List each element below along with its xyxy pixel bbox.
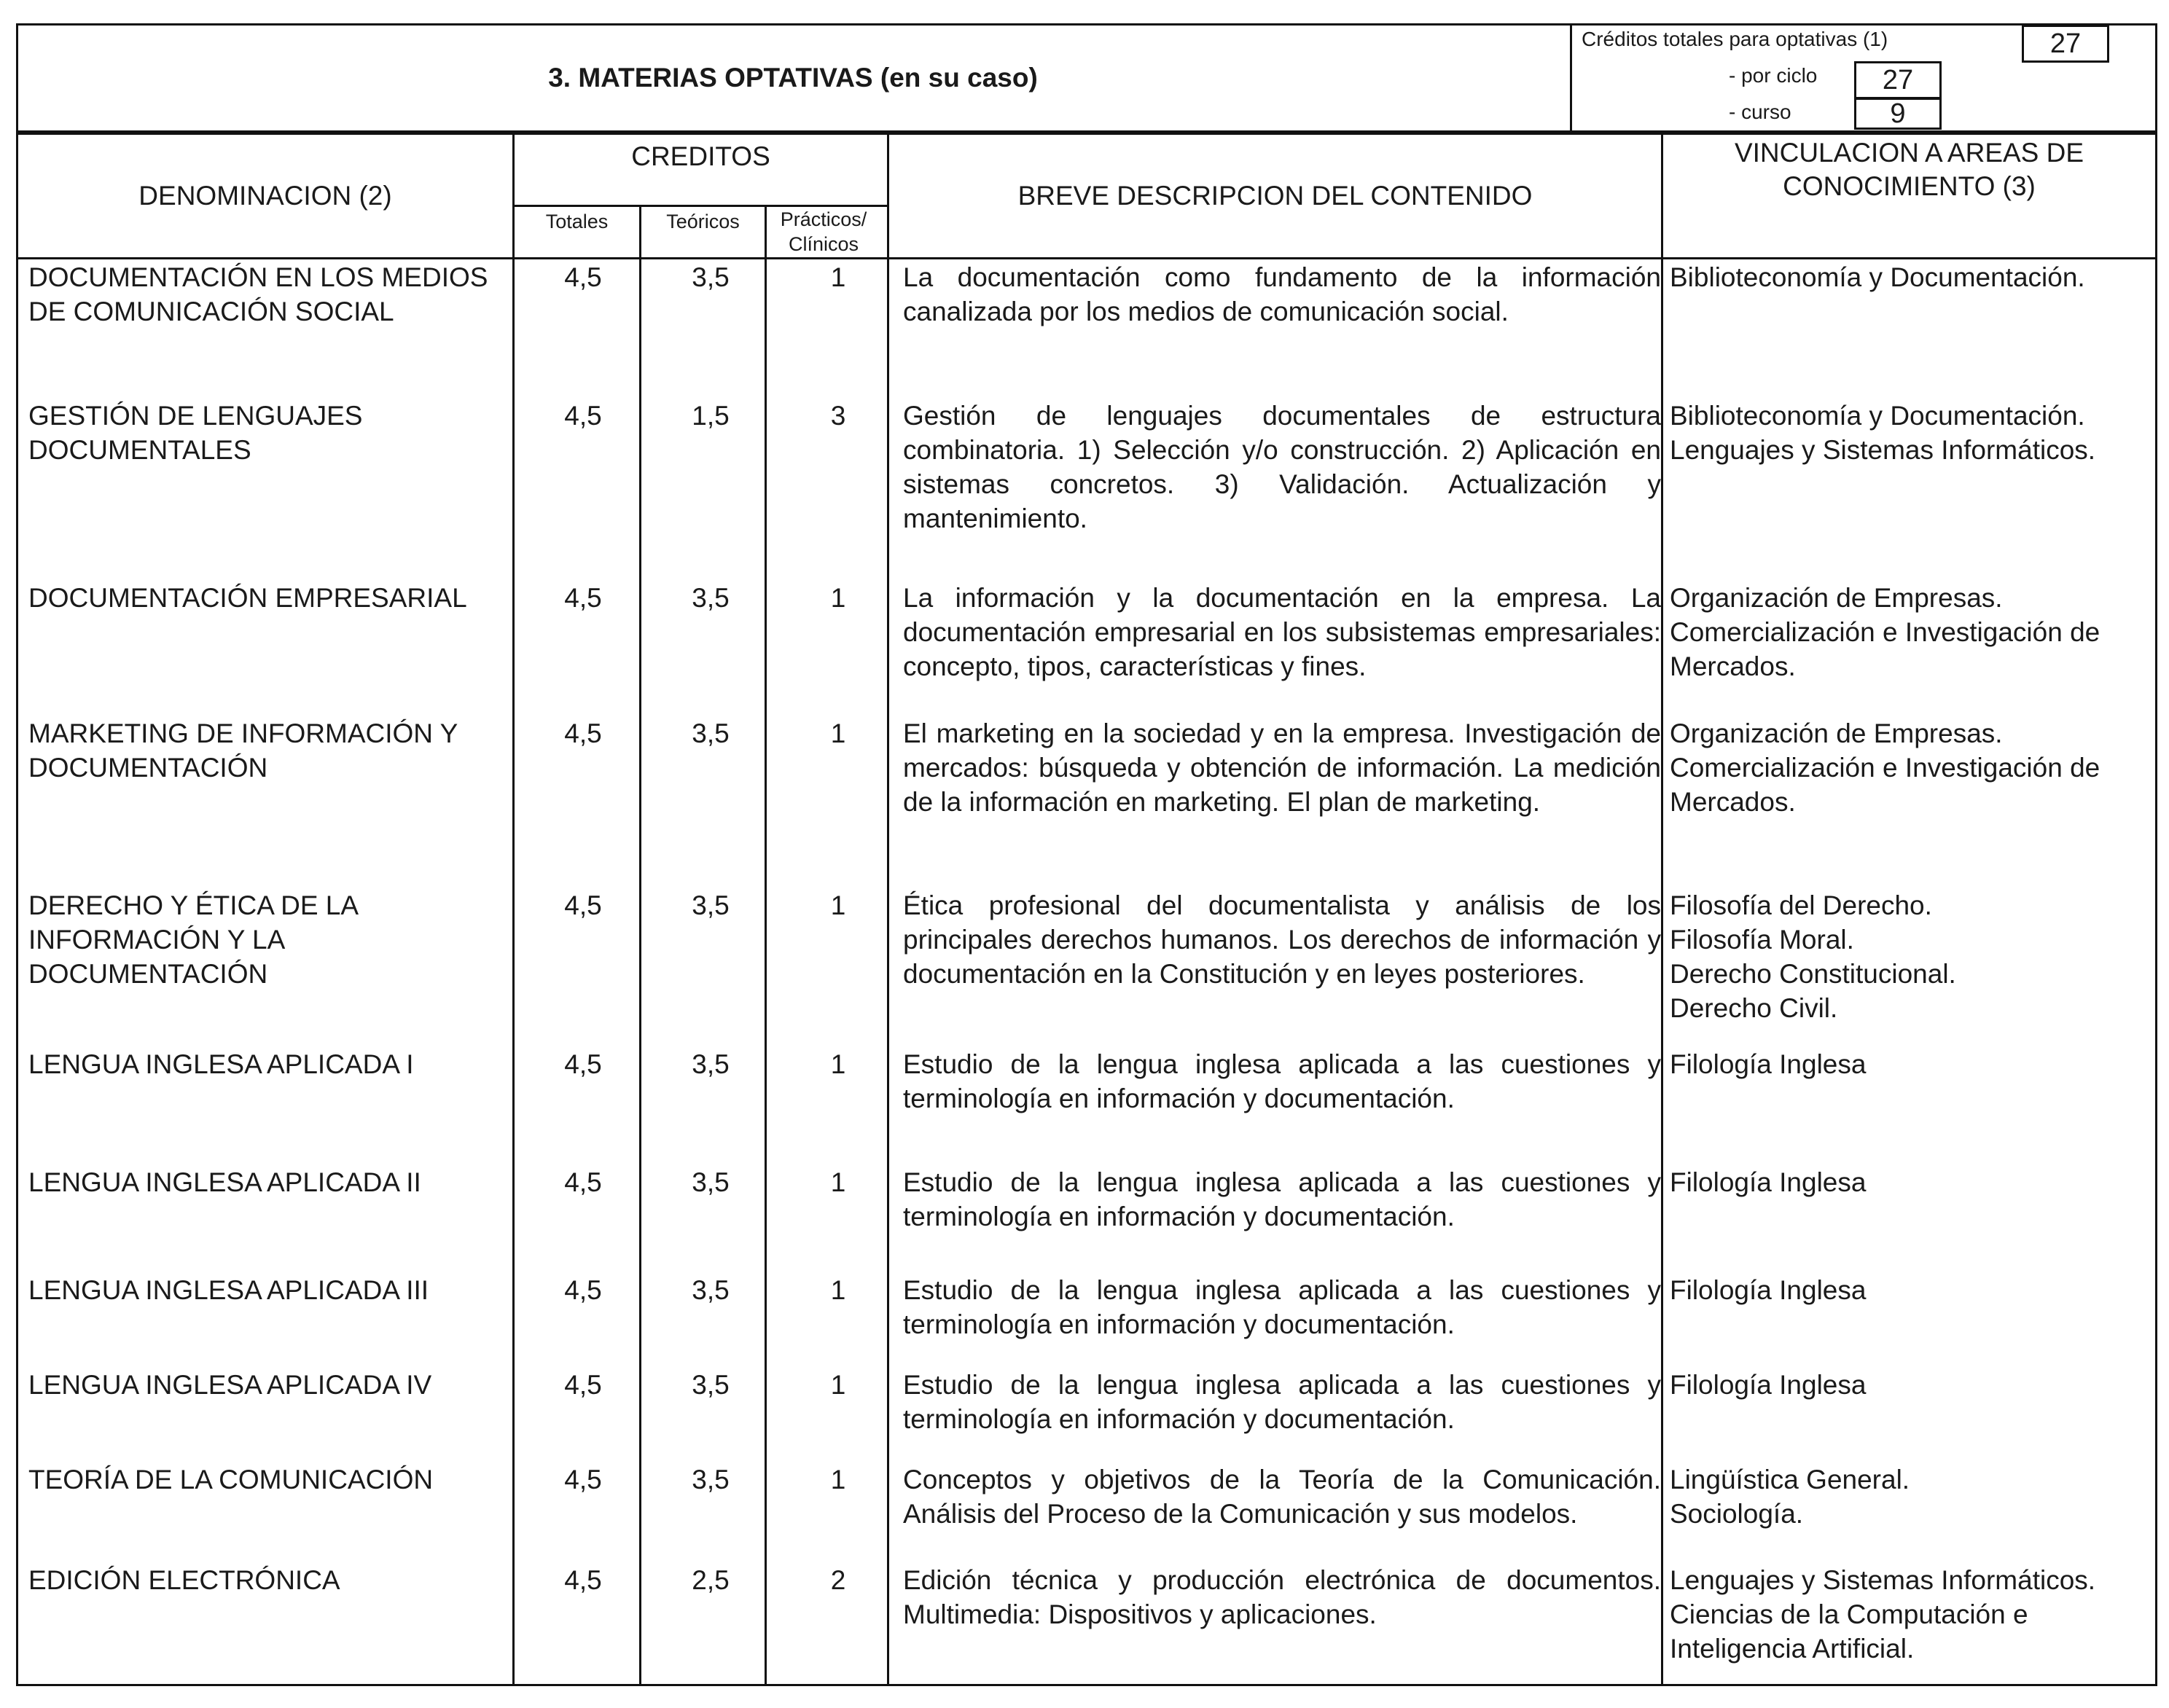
row-areas (1670, 1563, 2151, 1666)
row-areas (1670, 1273, 2151, 1307)
area-item: Filología Inglesa (1670, 1370, 1867, 1400)
row-denominacion: GESTIÓN DE LENGUAJES DOCUMENTALES (28, 401, 363, 465)
col-header-vinculacion: VINCULACION A AREAS DE CONOCIMIENTO (3) (1734, 138, 2084, 201)
col-header-denominacion: DENOMINACION (2) (138, 181, 392, 211)
row-denominacion: TEORÍA DE LA COMUNICACIÓN (28, 1465, 434, 1494)
row-denominacion: DOCUMENTACIÓN EMPRESARIAL (28, 583, 467, 613)
row-practicos: 1 (830, 1465, 846, 1494)
row-practicos: 1 (830, 1049, 846, 1079)
row-areas (1670, 1368, 2151, 1402)
row-denominacion: MARKETING DE INFORMACIÓN Y DOCUMENTACIÓN (28, 718, 458, 783)
col-divider (1661, 135, 1663, 1684)
row-descripcion: La documentación como fundamento de la información canalizada por los medios de comunicación social. (903, 262, 1661, 326)
row-areas (1670, 1165, 2151, 1199)
row-descripcion: Ética profesional del documentalista y análisis de los principales derechos humanos. Los derechos de información y documentación en la Constitución y en leyes posteriores. (903, 890, 1661, 989)
area-item: Filología Inglesa (1670, 1167, 1867, 1197)
row-totales: 4,5 (564, 1049, 602, 1079)
area-item: Sociología. (1670, 1499, 1804, 1529)
row-teoricos: 3,5 (692, 262, 730, 292)
creditos-totales-value: 27 (2022, 25, 2109, 63)
row-descripcion: Gestión de lenguajes documentales de estructura combinatoria. 1) Selección y/o construcción. 2) Aplicación en sistemas concretos. 3) Validación. Actualización y mantenimiento. (903, 401, 1661, 533)
row-descripcion: Estudio de la lengua inglesa aplicada a las cuestiones y terminología en información y documentación. (903, 1275, 1661, 1339)
row-areas (1670, 888, 2151, 1025)
row-totales: 4,5 (564, 1565, 602, 1595)
row-areas (1670, 1462, 2151, 1531)
row-areas (1670, 1047, 2151, 1081)
area-item: Filología Inglesa (1670, 1275, 1867, 1305)
section-title: 3. MATERIAS OPTATIVAS (en su caso) (548, 63, 1038, 93)
col-divider (512, 135, 515, 1684)
curso-label: - curso (1729, 101, 1791, 123)
por-ciclo-label: - por ciclo (1729, 64, 1818, 87)
area-item: Biblioteconomía y Documentación. (1670, 262, 2085, 292)
row-totales: 4,5 (564, 1465, 602, 1494)
row-practicos: 1 (830, 1275, 846, 1305)
col-header-creditos: CREDITOS (631, 141, 770, 171)
row-descripcion: La información y la documentación en la empresa. La documentación empresarial en los subsistemas empresariales: concepto, tipos, características y fines. (903, 583, 1661, 681)
row-teoricos: 3,5 (692, 1275, 730, 1305)
row-teoricos: 3,5 (692, 718, 730, 748)
col-header-teoricos: Teóricos (666, 211, 740, 232)
header-divider (1570, 23, 1572, 133)
curso-value: 9 (1854, 98, 1942, 130)
row-practicos: 1 (830, 1370, 846, 1400)
row-descripcion: Estudio de la lengua inglesa aplicada a las cuestiones y terminología en información y documentación. (903, 1049, 1661, 1113)
area-item: Derecho Constitucional. (1670, 959, 1956, 989)
creditos-totales-label: Créditos totales para optativas (1) (1582, 28, 1888, 50)
row-denominacion: LENGUA INGLESA APLICADA III (28, 1275, 429, 1305)
col-header-totales: Totales (545, 211, 609, 232)
row-practicos: 1 (830, 890, 846, 920)
row-areas (1670, 716, 2151, 819)
row-denominacion: EDICIÓN ELECTRÓNICA (28, 1565, 340, 1595)
area-item: Comercialización e Investigación de Mercados. (1670, 753, 2100, 817)
row-denominacion: DOCUMENTACIÓN EN LOS MEDIOS DE COMUNICACIÓN SOCIAL (28, 262, 488, 326)
row-areas (1670, 399, 2151, 467)
row-totales: 4,5 (564, 718, 602, 748)
area-item: Filosofía del Derecho. (1670, 890, 1932, 920)
row-descripcion: Estudio de la lengua inglesa aplicada a las cuestiones y terminología en información y documentación. (903, 1167, 1661, 1231)
row-denominacion: LENGUA INGLESA APLICADA II (28, 1167, 421, 1197)
row-denominacion: DERECHO Y ÉTICA DE LA INFORMACIÓN Y LA DOCUMENTACIÓN (28, 890, 358, 989)
row-teoricos: 1,5 (692, 401, 730, 431)
area-item: Organización de Empresas. (1670, 718, 2003, 748)
por-ciclo-value: 27 (1854, 61, 1942, 99)
row-practicos: 2 (830, 1565, 846, 1595)
row-totales: 4,5 (564, 583, 602, 613)
header-bottom-line (18, 257, 2155, 259)
row-descripcion: Edición técnica y producción electrónica de documentos. Multimedia: Dispositivos y aplicaciones. (903, 1565, 1661, 1629)
col-header-practicos: Prácticos/ Clínicos (780, 208, 867, 255)
area-item: Comercialización e Investigación de Mercados. (1670, 617, 2100, 681)
row-denominacion: LENGUA INGLESA APLICADA I (28, 1049, 414, 1079)
row-areas (1670, 581, 2151, 683)
row-totales: 4,5 (564, 401, 602, 431)
row-teoricos: 3,5 (692, 890, 730, 920)
row-teoricos: 3,5 (692, 1167, 730, 1197)
row-totales: 4,5 (564, 1275, 602, 1305)
row-totales: 4,5 (564, 1370, 602, 1400)
col-header-descripcion: BREVE DESCRIPCION DEL CONTENIDO (1017, 181, 1533, 211)
area-item: Lenguajes y Sistemas Informáticos. (1670, 435, 2096, 465)
row-denominacion: LENGUA INGLESA APLICADA IV (28, 1370, 432, 1400)
row-descripcion: Estudio de la lengua inglesa aplicada a las cuestiones y terminología en información y documentación. (903, 1370, 1661, 1434)
row-teoricos: 3,5 (692, 583, 730, 613)
area-item: Lingüística General. (1670, 1465, 1910, 1494)
row-teoricos: 3,5 (692, 1465, 730, 1494)
row-practicos: 1 (830, 1167, 846, 1197)
row-descripcion: Conceptos y objetivos de la Teoría de la Comunicación. Análisis del Proceso de la Comunicación y sus modelos. (903, 1465, 1661, 1529)
row-totales: 4,5 (564, 1167, 602, 1197)
area-item: Biblioteconomía y Documentación. (1670, 401, 2085, 431)
area-item: Organización de Empresas. (1670, 583, 2003, 613)
optativas-table (16, 133, 2157, 1686)
area-item: Filosofía Moral. (1670, 925, 1854, 955)
row-practicos: 1 (830, 583, 846, 613)
row-teoricos: 3,5 (692, 1370, 730, 1400)
area-item: Derecho Civil. (1670, 993, 1838, 1023)
area-item: Lenguajes y Sistemas Informáticos. (1670, 1565, 2096, 1595)
area-item: Ciencias de la Computación e Inteligencia Artificial. (1670, 1599, 2028, 1664)
row-totales: 4,5 (564, 890, 602, 920)
row-practicos: 1 (830, 718, 846, 748)
row-practicos: 1 (830, 262, 846, 292)
area-item: Filología Inglesa (1670, 1049, 1867, 1079)
row-totales: 4,5 (564, 262, 602, 292)
row-teoricos: 2,5 (692, 1565, 730, 1595)
row-teoricos: 3,5 (692, 1049, 730, 1079)
row-practicos: 3 (830, 401, 846, 431)
row-areas (1670, 260, 2151, 294)
row-descripcion: El marketing en la sociedad y en la empresa. Investigación de mercados: búsqueda y obtención de información. La medición de la información en marketing. El plan de marketing. (903, 718, 1661, 817)
